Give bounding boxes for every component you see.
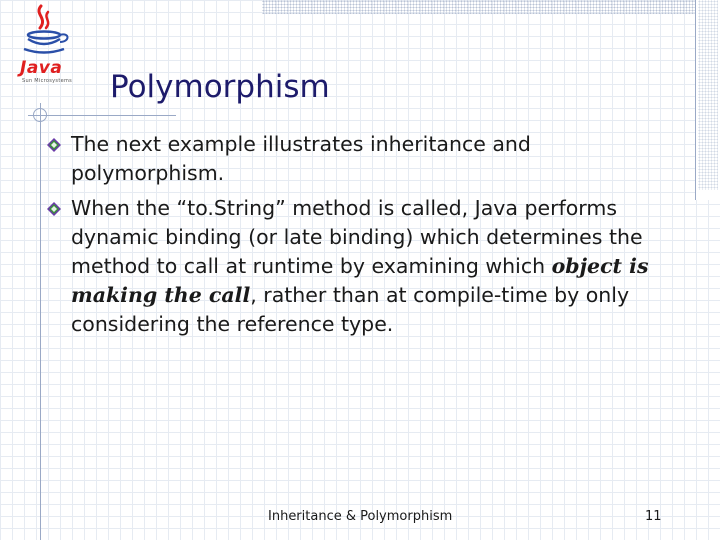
bullet-list <box>46 130 686 345</box>
java-logo <box>8 2 78 86</box>
java-wordmark: Java <box>20 58 63 78</box>
bullet-item <box>46 194 686 339</box>
bullet-text: The next example illustrates inheritance and polymorphism. <box>71 132 531 185</box>
java-sub-wordmark: Sun Microsystems <box>22 78 73 84</box>
bullet-emphasis: object is making the call <box>71 254 649 307</box>
decorative-dot-strip <box>262 0 720 14</box>
slide-title: Polymorphism <box>110 69 330 105</box>
decorative-ring <box>33 108 47 122</box>
bullet-text-after: , rather than at compile-time by only considering the reference type. <box>71 283 630 336</box>
decorative-side-dots <box>698 0 718 190</box>
java-coffee-cup-icon <box>8 2 78 58</box>
page-number: 11 <box>645 509 662 524</box>
decorative-vertical-line <box>40 103 41 540</box>
diamond-bullet-icon <box>46 137 62 153</box>
decorative-horizontal-line <box>28 115 176 116</box>
bullet-item <box>46 130 686 188</box>
diamond-bullet-icon <box>46 201 62 217</box>
bullet-text-before: When the “to.String” method is called, Java performs dynamic binding (or late binding) which determines the method to call at runtime by examining which <box>71 196 643 278</box>
footer-title: Inheritance & Polymorphism <box>268 509 453 524</box>
